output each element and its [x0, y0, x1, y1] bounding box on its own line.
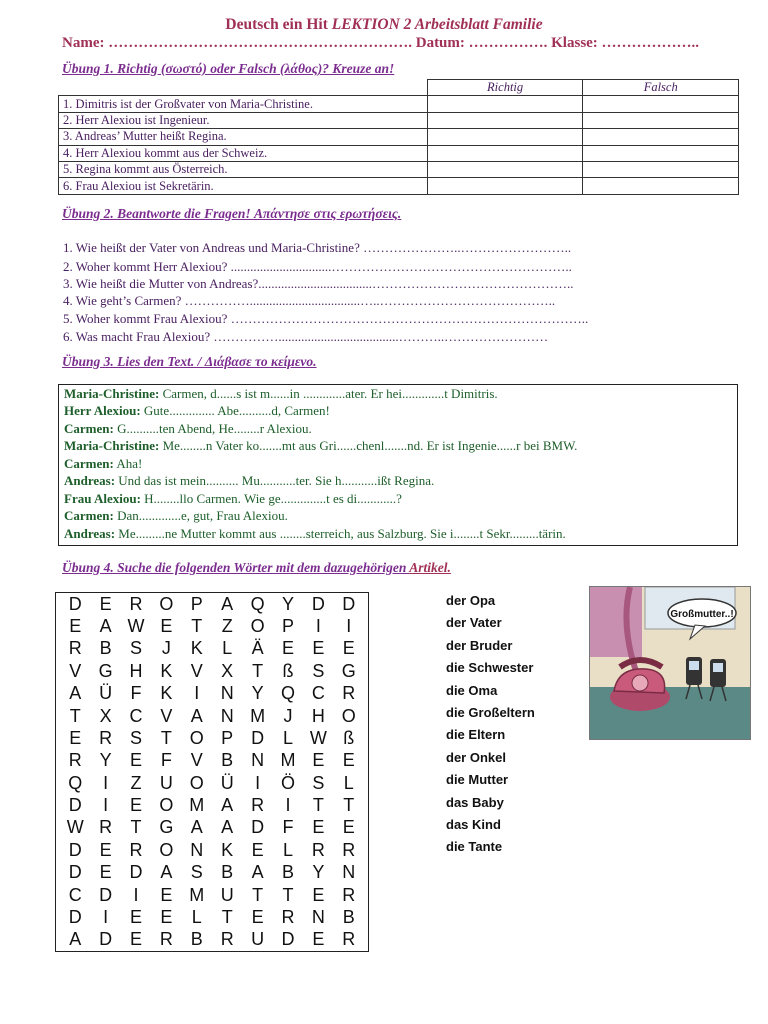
table-row [59, 96, 739, 112]
grid-letter[interactable]: U [159, 772, 173, 793]
grid-letter[interactable]: S [129, 638, 142, 659]
dialog-line: Maria-Christine: Me........n Vater ko.......mt aus Gri......chenl.......nd. Er ist Ingenie......r bei BMW. [64, 438, 578, 453]
grid-letter[interactable]: X [99, 705, 112, 726]
grid-letter[interactable]: T [191, 616, 203, 637]
statement: 2. Herr Alexiou ist Ingenieur. [59, 112, 428, 128]
word-item: die Eltern [446, 727, 506, 743]
grid-letter[interactable]: N [342, 862, 356, 883]
grid-letter[interactable]: R [159, 929, 173, 950]
grid-letter[interactable]: A [221, 593, 234, 614]
grid-letter[interactable]: T [69, 705, 81, 726]
grid-letter[interactable]: E [99, 593, 112, 614]
grid-letter[interactable]: K [160, 683, 173, 704]
grid-letter[interactable]: R [68, 750, 82, 771]
grid-letter[interactable]: Q [250, 593, 265, 614]
falsch-checkbox[interactable] [583, 178, 739, 194]
grid-letter[interactable]: R [251, 795, 265, 816]
grid-letter[interactable]: I [103, 772, 109, 793]
grid-letter[interactable]: G [98, 660, 113, 681]
grid-letter[interactable]: Y [99, 750, 112, 771]
grid-letter[interactable]: E [129, 929, 142, 950]
richtig-checkbox[interactable] [427, 178, 583, 194]
grid-letter[interactable]: K [221, 839, 234, 860]
column-header-richtig: Richtig [427, 80, 583, 96]
grid-letter[interactable]: E [69, 616, 82, 637]
word-item: die Oma [446, 682, 498, 698]
grid-letter[interactable]: K [190, 638, 203, 659]
dialog-line: Andreas: Und das ist mein.......... Mu...........ter. Sie h...........ißt Regina. [64, 473, 435, 488]
grid-letter[interactable]: D [68, 862, 82, 883]
grid-letter[interactable]: T [252, 660, 264, 681]
grid-letter[interactable]: L [191, 906, 202, 927]
falsch-checkbox[interactable] [583, 145, 739, 161]
grid-letter[interactable]: I [103, 906, 109, 927]
grid-letter[interactable]: A [251, 862, 264, 883]
word-item: der Opa [446, 593, 496, 608]
grid-letter[interactable]: R [68, 638, 82, 659]
grid-letter[interactable]: S [190, 862, 203, 883]
grid-letter[interactable]: L [222, 638, 233, 659]
name-date-class-line: Name: ……………………………………………………. Datum: ……………. Klasse: ……………….. [62, 35, 700, 51]
grid-letter[interactable]: P [190, 593, 203, 614]
dialog-line: Carmen: G..........ten Abend, He........r Alexiou. [64, 421, 312, 436]
grid-letter[interactable]: R [99, 727, 113, 748]
grid-letter[interactable]: E [312, 750, 325, 771]
dialog-line: Andreas: Me.........ne Mutter kommt aus ........sterreich, aus Salzburg. Sie i........t Sekr.........tärin. [64, 526, 566, 541]
grid-letter[interactable]: N [220, 683, 234, 704]
grid-letter[interactable]: Y [312, 862, 325, 883]
word-item: das Baby [446, 794, 504, 810]
grid-letter[interactable]: I [346, 616, 352, 637]
word-item: die Mutter [446, 772, 509, 788]
grid-letter[interactable]: D [342, 593, 356, 614]
grid-letter[interactable]: A [69, 929, 82, 950]
grid-letter[interactable]: B [221, 862, 234, 883]
grid-letter[interactable]: T [312, 795, 324, 816]
grid-letter[interactable]: E [160, 906, 173, 927]
grid-letter[interactable]: E [251, 839, 264, 860]
grid-letter[interactable]: R [342, 683, 356, 704]
grid-letter[interactable]: R [342, 929, 356, 950]
grid-letter[interactable]: R [311, 839, 325, 860]
grid-letter[interactable]: R [281, 906, 295, 927]
grid-letter[interactable]: F [130, 683, 142, 704]
grid-letter[interactable]: I [194, 683, 200, 704]
grid-letter[interactable]: T [282, 884, 294, 905]
grid-letter[interactable]: O [159, 795, 174, 816]
grid-letter[interactable]: M [189, 795, 205, 816]
grid-letter[interactable]: E [129, 906, 142, 927]
grid-letter[interactable]: K [160, 660, 173, 681]
word-item: der Bruder [446, 637, 513, 653]
grid-letter[interactable]: D [68, 795, 82, 816]
cartoon-image [589, 586, 751, 740]
statement: 5. Regina kommt aus Österreich. [59, 161, 428, 177]
grid-letter[interactable]: T [252, 884, 264, 905]
grid-letter[interactable]: R [220, 929, 234, 950]
grid-letter[interactable]: Z [221, 616, 233, 637]
grid-letter[interactable]: M [280, 750, 296, 771]
grid-letter[interactable]: Q [280, 683, 295, 704]
grid-letter[interactable]: I [285, 795, 291, 816]
speech-bubble-text: Großmutter..! [670, 609, 734, 620]
word-item: die Großeltern [446, 704, 535, 720]
grid-letter[interactable]: ß [282, 660, 294, 681]
grid-letter[interactable]: N [220, 705, 234, 726]
grid-letter[interactable]: Y [251, 683, 264, 704]
grid-letter[interactable]: E [281, 638, 294, 659]
grid-letter[interactable]: Z [130, 772, 142, 793]
dialog-line: Carmen: Aha! [64, 456, 143, 471]
grid-letter[interactable]: D [68, 839, 82, 860]
worksheet-title: Deutsch ein Hit LEKTION 2 Arbeitsblatt Familie [225, 16, 543, 33]
word-item: der Vater [446, 615, 502, 631]
table-corner [59, 80, 428, 96]
grid-letter[interactable]: Ü [220, 772, 234, 793]
grid-letter[interactable]: S [312, 660, 325, 681]
grid-letter[interactable]: H [311, 705, 325, 726]
grid-letter[interactable]: O [250, 616, 265, 637]
grid-letter[interactable]: C [129, 705, 143, 726]
table-row [59, 129, 739, 145]
column-header-falsch: Falsch [583, 80, 739, 96]
grid-letter[interactable]: V [190, 660, 203, 681]
grid-letter[interactable]: B [99, 638, 112, 659]
grid-letter[interactable]: D [251, 817, 265, 838]
statement: 3. Andreas’ Mutter heißt Regina. [59, 129, 428, 145]
grid-letter[interactable]: L [282, 727, 293, 748]
statement: 4. Herr Alexiou kommt aus der Schweiz. [59, 145, 428, 161]
grid-letter[interactable]: O [189, 772, 204, 793]
grid-letter[interactable]: U [251, 929, 265, 950]
grid-letter[interactable]: E [312, 817, 325, 838]
grid-letter[interactable]: S [312, 772, 325, 793]
question-line[interactable]: 5. Woher kommt Frau Alexiou? ……………………………………………………………………….. [63, 311, 589, 326]
grid-letter[interactable]: J [283, 705, 293, 726]
grid-letter[interactable]: B [281, 862, 294, 883]
richtig-checkbox[interactable] [427, 96, 583, 112]
grid-letter[interactable]: D [99, 929, 113, 950]
grid-letter[interactable]: D [129, 862, 143, 883]
word-item: der Onkel [446, 749, 506, 765]
exercise1-heading: Übung 1. Richtig (σωστό) oder Falsch (λάθος)? Kreuze an! [62, 61, 395, 76]
grid-letter[interactable]: F [282, 817, 294, 838]
grid-letter[interactable]: I [255, 772, 261, 793]
grid-letter[interactable]: E [160, 884, 173, 905]
grid-letter[interactable]: P [281, 616, 294, 637]
word-item: die Tante [446, 839, 503, 855]
grid-letter[interactable]: A [190, 705, 203, 726]
grid-letter[interactable]: D [68, 906, 82, 927]
grid-letter[interactable]: X [221, 660, 234, 681]
grid-letter[interactable]: U [220, 884, 234, 905]
cartoon-illustration [590, 587, 750, 739]
grid-letter[interactable]: Ö [280, 772, 295, 793]
grid-letter[interactable]: G [341, 660, 356, 681]
grid-letter[interactable]: Ü [99, 683, 113, 704]
grid-letter[interactable]: B [190, 929, 203, 950]
table-row [59, 178, 739, 194]
grid-letter[interactable]: B [342, 906, 355, 927]
grid-letter[interactable]: H [129, 660, 143, 681]
grid-letter[interactable]: P [221, 727, 234, 748]
grid-letter[interactable]: O [159, 839, 174, 860]
falsch-checkbox[interactable] [583, 161, 739, 177]
grid-letter[interactable]: R [342, 884, 356, 905]
dialog-line: Frau Alexiou: H........llo Carmen. Wie ge..............t es di............? [64, 491, 402, 506]
grid-letter[interactable]: A [99, 616, 112, 637]
grid-letter[interactable]: T [343, 795, 355, 816]
grid-letter[interactable]: E [129, 750, 142, 771]
question-line[interactable]: 2. Woher kommt Herr Alexiou? ...............................……………………………………………….. [63, 259, 572, 274]
word-item: das Kind [446, 816, 501, 832]
grid-letter[interactable]: D [99, 884, 113, 905]
question-line[interactable]: 3. Wie heißt die Mutter von Andreas?...................................……………………………………….. [63, 276, 574, 291]
grid-letter[interactable]: R [99, 817, 113, 838]
grid-letter[interactable]: O [189, 727, 204, 748]
exercise3-heading: Übung 3. Lies den Text. / Διάβασε το κείμενο. [62, 354, 317, 369]
word-list [446, 592, 535, 861]
falsch-checkbox[interactable] [583, 96, 739, 112]
grid-letter[interactable]: L [343, 772, 354, 793]
question-line[interactable]: 4. Wie geht’s Carmen? ……………..................................…..………………………………….. [63, 293, 556, 308]
grid-letter[interactable]: D [281, 929, 295, 950]
grid-letter[interactable]: W [309, 727, 327, 748]
question-line[interactable]: 6. Was macht Frau Alexiou? …………….....................................………..…………………… [63, 329, 549, 344]
grid-letter[interactable]: O [341, 705, 356, 726]
grid-letter[interactable]: Ä [251, 638, 264, 659]
grid-letter[interactable]: Q [68, 772, 83, 793]
richtig-checkbox[interactable] [427, 161, 583, 177]
grid-letter[interactable]: N [190, 839, 204, 860]
grid-letter[interactable]: E [129, 795, 142, 816]
falsch-checkbox[interactable] [583, 129, 739, 145]
grid-letter[interactable]: L [282, 839, 293, 860]
grid-letter[interactable]: E [312, 638, 325, 659]
exercise4-heading: Übung 4. Suche die folgenden Wörter mit dem dazugehörigen Artikel. [62, 560, 451, 575]
grid-letter[interactable]: ß [343, 727, 355, 748]
table-row [59, 145, 739, 161]
grid-letter[interactable]: A [190, 817, 203, 838]
falsch-checkbox[interactable] [583, 112, 739, 128]
grid-letter[interactable]: E [312, 929, 325, 950]
grid-letter[interactable]: A [221, 817, 234, 838]
richtig-checkbox[interactable] [427, 145, 583, 161]
grid-letter[interactable]: E [342, 817, 355, 838]
statement: 1. Dimitris ist der Großvater von Maria-Christine. [59, 96, 428, 112]
grid-letter[interactable]: M [189, 884, 205, 905]
grid-letter[interactable]: A [221, 795, 234, 816]
grid-letter[interactable]: E [342, 750, 355, 771]
grid-letter[interactable]: T [130, 817, 142, 838]
word-search-grid[interactable] [55, 592, 369, 952]
richtig-checkbox[interactable] [427, 129, 583, 145]
grid-letter[interactable]: N [311, 906, 325, 927]
grid-letter[interactable]: N [251, 750, 265, 771]
grid-letter[interactable]: Y [281, 593, 294, 614]
grid-letter[interactable]: E [312, 884, 325, 905]
grid-letter[interactable]: R [342, 839, 356, 860]
grid-letter[interactable]: E [342, 638, 355, 659]
grid-letter[interactable]: W [66, 817, 84, 838]
grid-letter[interactable]: E [160, 616, 173, 637]
richtig-checkbox[interactable] [427, 112, 583, 128]
grid-letter[interactable]: D [311, 593, 325, 614]
dialog-line: Maria-Christine: Carmen, d......s ist m......in .............ater. Er hei.............t Dimitris. [64, 386, 498, 401]
grid-letter[interactable]: B [221, 750, 234, 771]
table-row [59, 161, 739, 177]
dialog-line: Herr Alexiou: Gute.............. Abe..........d, Carmen! [64, 403, 330, 418]
grid-letter[interactable]: I [315, 616, 321, 637]
grid-letter[interactable]: S [129, 727, 142, 748]
word-item: die Schwester [446, 660, 534, 676]
grid-letter[interactable]: I [133, 884, 139, 905]
grid-letter[interactable]: R [129, 593, 143, 614]
grid-letter[interactable]: D [68, 593, 82, 614]
grid-letter[interactable]: V [160, 705, 173, 726]
grid-letter[interactable]: R [129, 839, 143, 860]
grid-letter[interactable]: J [161, 638, 171, 659]
grid-letter[interactable]: V [69, 660, 82, 681]
grid-letter[interactable]: G [159, 817, 174, 838]
grid-letter[interactable]: M [250, 705, 266, 726]
grid-letter[interactable]: E [99, 862, 112, 883]
grid-letter[interactable]: W [127, 616, 145, 637]
grid-letter[interactable]: T [221, 906, 233, 927]
grid-letter[interactable]: T [160, 727, 172, 748]
grid-letter[interactable]: F [160, 750, 172, 771]
grid-letter[interactable]: O [159, 593, 174, 614]
grid-letter[interactable]: A [160, 862, 173, 883]
grid-letter[interactable]: E [251, 906, 264, 927]
grid-letter[interactable]: C [311, 683, 325, 704]
grid-letter[interactable]: D [251, 727, 265, 748]
grid-letter[interactable]: C [68, 884, 82, 905]
grid-letter[interactable]: A [69, 683, 82, 704]
true-false-table [58, 79, 739, 195]
grid-letter[interactable]: E [69, 727, 82, 748]
grid-letter[interactable]: I [103, 795, 109, 816]
exercise2-heading: Übung 2. Beantworte die Fragen! Απάντησε στις ερωτήσεις. [62, 206, 402, 221]
question-line[interactable]: 1. Wie heißt der Vater von Andreas und Maria-Christine? …………………..…………………….. [63, 240, 572, 255]
dialog-line: Carmen: Dan.............e, gut, Frau Alexiou. [64, 508, 288, 523]
table-row [59, 112, 739, 128]
statement: 6. Frau Alexiou ist Sekretärin. [59, 178, 428, 194]
grid-letter[interactable]: V [190, 750, 203, 771]
grid-letter[interactable]: E [99, 839, 112, 860]
